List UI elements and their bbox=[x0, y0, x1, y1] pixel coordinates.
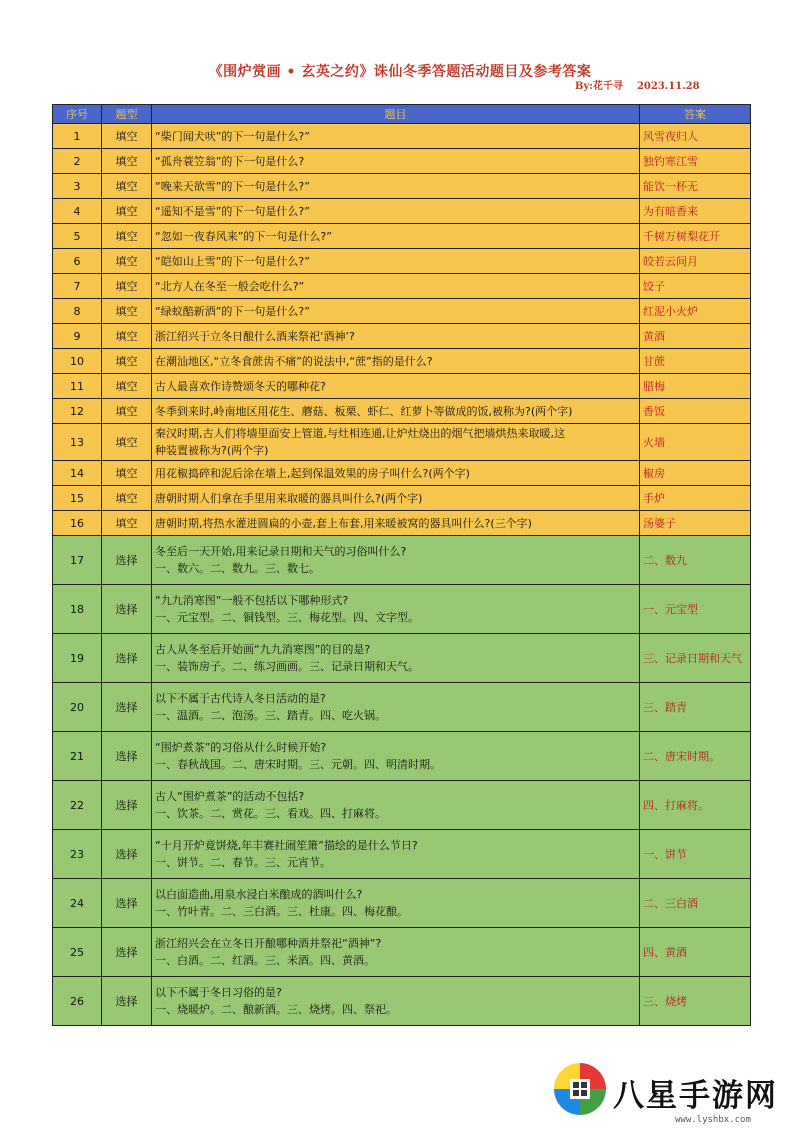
table-row bbox=[53, 511, 751, 536]
question-text: “围炉煮茶”的习俗从什么时候开始? 一、春秋战国。二、唐宋时期。三、元朝。四、明清时期。 bbox=[152, 732, 640, 781]
column-header-type: 题型 bbox=[102, 105, 152, 124]
row-number: 11 bbox=[53, 374, 102, 399]
answer-text: 三、踏青 bbox=[640, 683, 751, 732]
answer-text: 椒房 bbox=[640, 461, 751, 486]
row-number: 3 bbox=[53, 174, 102, 199]
answer-text: 饺子 bbox=[640, 274, 751, 299]
question-text: “忽如一夜春风来”的下一句是什么?” bbox=[152, 224, 640, 249]
question-type: 填空 bbox=[102, 374, 152, 399]
watermark-url: www.lyshbx.com bbox=[675, 1115, 751, 1125]
row-number: 13 bbox=[53, 424, 102, 461]
question-type: 选择 bbox=[102, 830, 152, 879]
table-row bbox=[53, 879, 751, 928]
table-row bbox=[53, 977, 751, 1026]
row-number: 1 bbox=[53, 124, 102, 149]
question-type: 选择 bbox=[102, 977, 152, 1026]
date: 2023.11.28 bbox=[636, 81, 700, 92]
question-text: 浙江绍兴于立冬日酿什么酒来祭祀‘酒神’? bbox=[152, 324, 640, 349]
question-text: 以白面造曲,用泉水浸白米酿成的酒叫什么? 一、竹叶青。二、三白酒。三、杜康。四、梅花酿。 bbox=[152, 879, 640, 928]
table-row bbox=[53, 634, 751, 683]
question-text: 浙江绍兴会在立冬日开酿哪种酒并祭祀“酒神”? 一、白酒。二、红酒。三、米酒。四、黄酒。 bbox=[152, 928, 640, 977]
question-text: 古人从冬至后开始画“九九消寒图”的目的是? 一、装饰房子。二、练习画画。三、记录日期和天气。 bbox=[152, 634, 640, 683]
question-text: 冬季到来时,岭南地区用花生、蘑菇、板栗、虾仁、红萝卜等做成的饭,被称为?(两个字) bbox=[152, 399, 640, 424]
answer-text: 二、数九 bbox=[640, 536, 751, 585]
question-type: 选择 bbox=[102, 781, 152, 830]
answer-text: 甘蔗 bbox=[640, 349, 751, 374]
table-body bbox=[53, 124, 751, 1026]
table-row bbox=[53, 274, 751, 299]
question-text: 以下不属于冬日习俗的是? 一、烧暖炉。二、酿新酒。三、烧烤。四、祭祀。 bbox=[152, 977, 640, 1026]
question-text: “皑如山上雪”的下一句是什么?” bbox=[152, 249, 640, 274]
question-text: 古人“围炉煮茶”的活动不包括? 一、饮茶。二、赏花。三、看戏。四、打麻将。 bbox=[152, 781, 640, 830]
question-type: 填空 bbox=[102, 511, 152, 536]
column-header-answer: 答案 bbox=[640, 105, 751, 124]
table-header-row bbox=[53, 105, 751, 124]
answer-text: 为有暗香来 bbox=[640, 199, 751, 224]
question-text: 唐朝时期,将热水灌进圆扁的小壶,套上布套,用来暖被窝的器具叫什么?(三个字) bbox=[152, 511, 640, 536]
answer-text: 香饭 bbox=[640, 399, 751, 424]
row-number: 4 bbox=[53, 199, 102, 224]
table-row bbox=[53, 424, 751, 461]
row-number: 19 bbox=[53, 634, 102, 683]
table-row bbox=[53, 249, 751, 274]
answer-text: 千树万树梨花开 bbox=[640, 224, 751, 249]
question-type: 选择 bbox=[102, 732, 152, 781]
table-row bbox=[53, 732, 751, 781]
column-header-question: 题目 bbox=[152, 105, 640, 124]
table-row bbox=[53, 536, 751, 585]
row-number: 22 bbox=[53, 781, 102, 830]
question-text: “孤舟蓑笠翁”的下一句是什么? bbox=[152, 149, 640, 174]
row-number: 2 bbox=[53, 149, 102, 174]
table-row bbox=[53, 324, 751, 349]
question-text: “遥知不是雪”的下一句是什么?” bbox=[152, 199, 640, 224]
page-title: 《围炉赏画 • 玄英之约》诛仙冬季答题活动题目及参考答案 bbox=[208, 64, 592, 80]
author: By:花千寻 bbox=[575, 81, 623, 92]
question-type: 填空 bbox=[102, 424, 152, 461]
answer-text: 四、打麻将。 bbox=[640, 781, 751, 830]
table-row bbox=[53, 486, 751, 511]
table-row bbox=[53, 928, 751, 977]
answer-text: 一、元宝型 bbox=[640, 585, 751, 634]
row-number: 17 bbox=[53, 536, 102, 585]
table-row bbox=[53, 399, 751, 424]
question-text: “晚来天欲雪”的下一句是什么?” bbox=[152, 174, 640, 199]
question-type: 填空 bbox=[102, 199, 152, 224]
question-type: 选择 bbox=[102, 928, 152, 977]
table-row bbox=[53, 374, 751, 399]
question-text: “柴门闻犬吠”的下一句是什么?” bbox=[152, 124, 640, 149]
table-row bbox=[53, 349, 751, 374]
logo-icon bbox=[554, 1063, 606, 1115]
answer-text: 三、烧烤 bbox=[640, 977, 751, 1026]
question-type: 填空 bbox=[102, 174, 152, 199]
row-number: 15 bbox=[53, 486, 102, 511]
table-row bbox=[53, 781, 751, 830]
row-number: 18 bbox=[53, 585, 102, 634]
question-type: 选择 bbox=[102, 536, 152, 585]
row-number: 5 bbox=[53, 224, 102, 249]
answer-text: 黄酒 bbox=[640, 324, 751, 349]
row-number: 24 bbox=[53, 879, 102, 928]
row-number: 8 bbox=[53, 299, 102, 324]
table-row bbox=[53, 299, 751, 324]
row-number: 9 bbox=[53, 324, 102, 349]
question-text: 唐朝时期人们拿在手里用来取暖的器具叫什么?(两个字) bbox=[152, 486, 640, 511]
row-number: 16 bbox=[53, 511, 102, 536]
row-number: 25 bbox=[53, 928, 102, 977]
question-type: 选择 bbox=[102, 585, 152, 634]
answer-text: 汤婆子 bbox=[640, 511, 751, 536]
row-number: 23 bbox=[53, 830, 102, 879]
question-text: 冬至后一天开始,用来记录日期和天气的习俗叫什么? 一、数六。二、数九。三、数七。 bbox=[152, 536, 640, 585]
watermark-brand: 八星手游网 bbox=[613, 1078, 778, 1114]
row-number: 20 bbox=[53, 683, 102, 732]
answer-text: 手炉 bbox=[640, 486, 751, 511]
answer-text: 腊梅 bbox=[640, 374, 751, 399]
answer-text: 红泥小火炉 bbox=[640, 299, 751, 324]
answer-text: 一、饼节 bbox=[640, 830, 751, 879]
question-text: “北方人在冬至一般会吃什么?” bbox=[152, 274, 640, 299]
answer-text: 三、记录日期和天气 bbox=[640, 634, 751, 683]
answer-text: 独钓寒江雪 bbox=[640, 149, 751, 174]
answer-text: 皎若云间月 bbox=[640, 249, 751, 274]
answer-text: 能饮一杯无 bbox=[640, 174, 751, 199]
question-type: 填空 bbox=[102, 486, 152, 511]
answer-text: 四、黄酒 bbox=[640, 928, 751, 977]
question-text: 在潮汕地区,“立冬食蔗齿不痛”的说法中,“蔗”指的是什么? bbox=[152, 349, 640, 374]
question-text: 秦汉时期,古人们将墙里面安上管道,与灶相连通,让炉灶烧出的烟气把墙烘热来取暖,这 种装置被称为?(两个字) bbox=[152, 424, 640, 461]
question-type: 填空 bbox=[102, 249, 152, 274]
answer-text: 二、三白酒 bbox=[640, 879, 751, 928]
column-header-no: 序号 bbox=[53, 105, 102, 124]
answer-text: 二、唐宋时期。 bbox=[640, 732, 751, 781]
byline bbox=[575, 77, 714, 92]
question-type: 填空 bbox=[102, 124, 152, 149]
question-text: “十月开炉竟饼烧,年丰赛社闹笙箫”描绘的是什么节日? 一、饼节。二、春节。三、元宵节。 bbox=[152, 830, 640, 879]
question-type: 选择 bbox=[102, 683, 152, 732]
question-text: “绿蚁醅新酒”的下一句是什么?” bbox=[152, 299, 640, 324]
row-number: 14 bbox=[53, 461, 102, 486]
answer-text: 风雪夜归人 bbox=[640, 124, 751, 149]
table-row bbox=[53, 199, 751, 224]
question-text: 以下不属于古代诗人冬日活动的是? 一、温酒。二、泡汤。三、踏青。四、吃火锅。 bbox=[152, 683, 640, 732]
question-type: 选择 bbox=[102, 879, 152, 928]
table-row bbox=[53, 174, 751, 199]
question-text: 古人最喜欢作诗赞颂冬天的哪种花? bbox=[152, 374, 640, 399]
qa-table bbox=[52, 104, 751, 1026]
question-type: 填空 bbox=[102, 299, 152, 324]
question-type: 填空 bbox=[102, 224, 152, 249]
table-row bbox=[53, 461, 751, 486]
question-type: 填空 bbox=[102, 461, 152, 486]
question-type: 填空 bbox=[102, 324, 152, 349]
table-row bbox=[53, 149, 751, 174]
table-row bbox=[53, 224, 751, 249]
question-type: 填空 bbox=[102, 349, 152, 374]
table-row bbox=[53, 830, 751, 879]
table-row bbox=[53, 124, 751, 149]
question-type: 填空 bbox=[102, 399, 152, 424]
answer-text: 火墙 bbox=[640, 424, 751, 461]
row-number: 26 bbox=[53, 977, 102, 1026]
row-number: 7 bbox=[53, 274, 102, 299]
row-number: 10 bbox=[53, 349, 102, 374]
row-number: 12 bbox=[53, 399, 102, 424]
question-text: 用花椒捣碎和泥后涂在墙上,起到保温效果的房子叫什么?(两个字) bbox=[152, 461, 640, 486]
question-type: 填空 bbox=[102, 274, 152, 299]
question-type: 填空 bbox=[102, 149, 152, 174]
table-row bbox=[53, 585, 751, 634]
question-text: “九九消寒图”一般不包括以下哪种形式? 一、元宝型。二、铜钱型。三、梅花型。四、文字型。 bbox=[152, 585, 640, 634]
row-number: 21 bbox=[53, 732, 102, 781]
row-number: 6 bbox=[53, 249, 102, 274]
question-type: 选择 bbox=[102, 634, 152, 683]
table-row bbox=[53, 683, 751, 732]
